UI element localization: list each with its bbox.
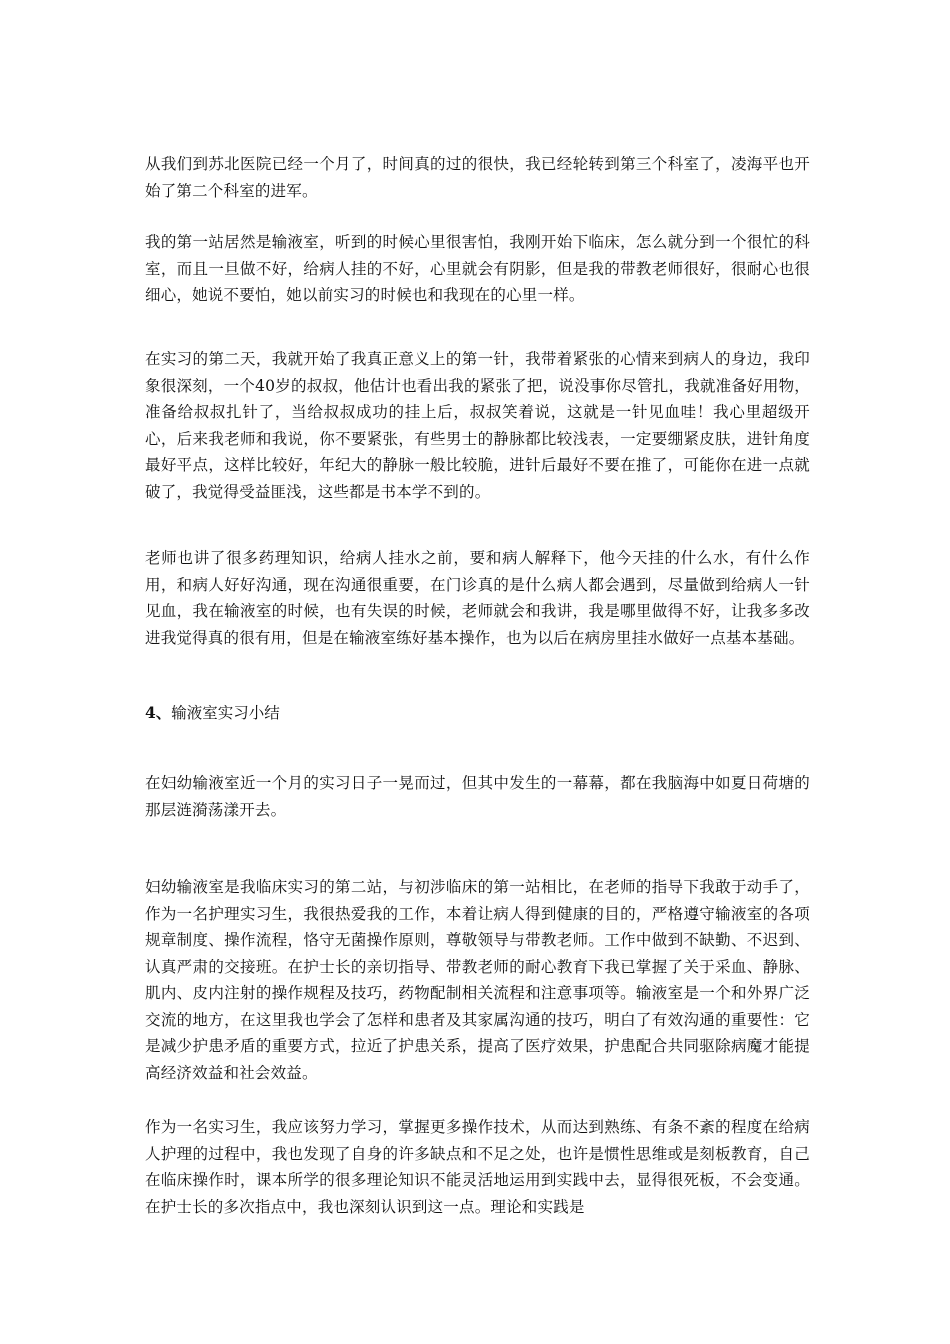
paragraph-6: 妇幼输液室是我临床实习的第二站，与初涉临床的第一站相比，在老师的指导下我敢于动手了，作为一名护理实习生，我很热爱我的工作，本着让病人得到健康的目的，严格遵守输液室的各项规章制度、操作流程，恪守无菌操作原则，尊敬领导与带教老师。工作中做到不缺勤、不迟到、认真严肃的交接班。在护士长的亲切指导、带教老师的耐心教育下我已掌握了关于采血、静脉、肌内、皮内注射的操作规程及技巧，药物配制相关流程和注意事项等。输液室是一个和外界广泛交流的地方，在这里我也学会了怎样和患者及其家属沟通的技巧，明白了有效沟通的重要性：它是减少护患矛盾的重要方式，拉近了护患关系，提高了医疗效果，护患配合共同驱除病魔才能提高经济效益和社会效益。 <box>145 878 810 1082</box>
paragraph-7: 作为一名实习生，我应该努力学习，掌握更多操作技术，从而达到熟练、有条不紊的程度在给病人护理的过程中，我也发现了自身的许多缺点和不足之处，也许是惯性思维或是刻板教育，自己在临床操作时，课本所学的很多理论知识不能灵活地运用到实践中去，显得很死板，不会变通。在护士长的多次指点中，我也深刻认识到这一点。理论和实践是 <box>145 1118 810 1216</box>
paragraph-5: 在妇幼输液室近一个月的实习日子一晃而过，但其中发生的一幕幕，都在我脑海中如夏日荷塘的那层涟漪荡漾开去。 <box>145 774 810 819</box>
paragraph-3: 在实习的第二天，我就开始了我真正意义上的第一针，我带着紧张的心情来到病人的身边，我印象很深刻，一个40岁的叔叔，他估计也看出我的紧张了把，说没事你尽管扎，我就准备好用物，准备给叔叔扎针了，当给叔叔成功的挂上后，叔叔笑着说，这就是一针见血哇！我心里超级开心，后来我老师和我说，你不要紧张，有些男士的静脉都比较浅表，一定要绷紧皮肤，进针角度最好平点，这样比较好，年纪大的静脉一般比较脆，进针后最好不要在推了，可能你在进一点就破了，我觉得受益匪浅，这些都是书本学不到的。 <box>145 350 810 501</box>
section-title: 输液室实习小结 <box>171 704 280 722</box>
paragraph-2: 我的第一站居然是输液室，听到的时候心里很害怕，我刚开始下临床，怎么就分到一个很忙的科室，而且一旦做不好，给病人挂的不好，心里就会有阴影，但是我的带教老师很好，很耐心也很细心，她说不要怕，她以前实习的时候也和我现在的心里一样。 <box>145 233 810 304</box>
paragraph-4: 老师也讲了很多药理知识，给病人挂水之前，要和病人解释下，他今天挂的什么水，有什么作用，和病人好好沟通，现在沟通很重要，在门诊真的是什么病人都会遇到，尽量做到给病人一针见血，我在输液室的时候，也有失误的时候，老师就会和我讲，我是哪里做得不好，让我多多改进我觉得真的很有用，但是在输液室练好基本操作，也为以后在病房里挂水做好一点基本基础。 <box>145 549 810 647</box>
paragraph-1: 从我们到苏北医院已经一个月了，时间真的过的很快，我已经轮转到第三个科室了，凌海平也开始了第二个科室的进军。 <box>145 155 810 200</box>
section-number: 4、 <box>145 703 172 722</box>
section-heading <box>145 700 810 727</box>
